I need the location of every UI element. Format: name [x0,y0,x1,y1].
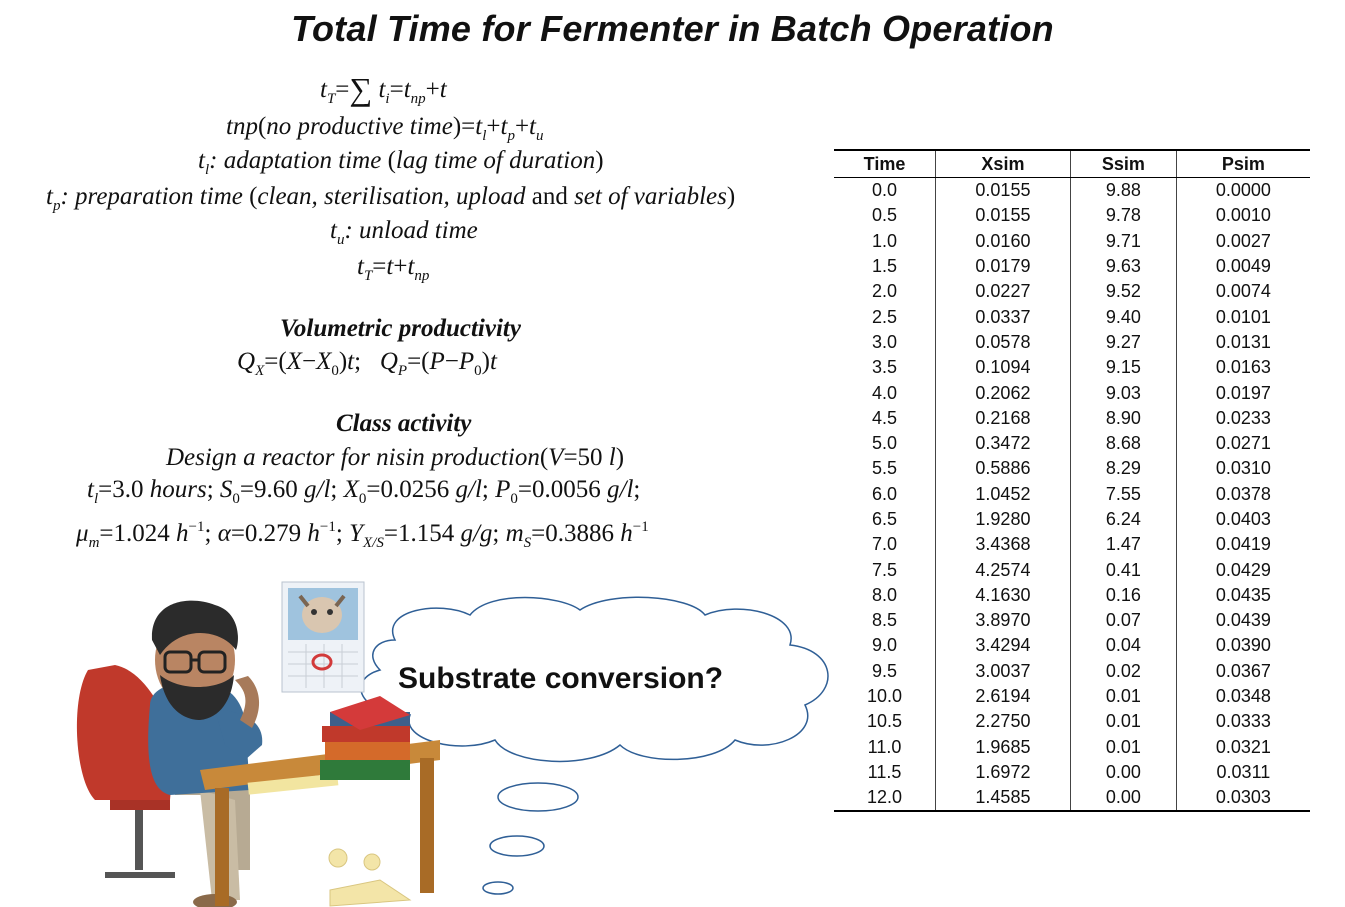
table-cell: 0.16 [1070,583,1176,608]
table-cell: 0.0439 [1176,608,1310,633]
class-activity-heading: Class activity [336,410,472,437]
equation-tl: $t_l$: adaptation time (lag time of duration) [198,147,604,178]
equation-total-time: $t_T=\sum$ $t_i=t_{np}+t$ [320,71,447,107]
table-cell: 0.0160 [936,229,1071,254]
table-cell: 0.41 [1070,557,1176,582]
table-cell: 0.07 [1070,608,1176,633]
header-time: Time [834,150,936,178]
table-row [834,456,1310,481]
student-avatar-icon [148,601,262,907]
table-cell: 2.0 [871,281,898,302]
table-cell: 0.0367 [1176,659,1310,684]
table-cell: 12.0 [834,785,936,811]
table-row [834,304,1310,329]
table-cell: 8.68 [1070,431,1176,456]
table-cell: 8.29 [1070,456,1176,481]
table-cell: 11.0 [867,736,902,757]
equation-total-time-2: $t_T=t+t_{np}$ [357,253,430,284]
table-cell: 0.0074 [1176,279,1310,304]
table-cell: 0.5886 [936,456,1071,481]
table-row [834,279,1310,304]
volumetric-formula: $Q_X=(X-X_0)t$; $Q_P=(P-P_0)t$ [237,348,497,379]
table-cell: 3.0 [871,331,898,352]
table-cell: 0.3472 [936,431,1071,456]
table-cell: 5.0 [871,433,898,454]
table-cell: 2.6194 [936,684,1071,709]
table-cell: 0.0303 [1176,785,1310,811]
table-cell: 0.0321 [1176,735,1310,760]
table-cell: 0.2168 [936,406,1071,431]
table-cell: 0.0271 [1176,431,1310,456]
table-cell: 3.4294 [936,633,1071,658]
slide-title: Total Time for Fermenter in Batch Operation [291,8,1054,49]
table-cell: 0.0227 [936,279,1071,304]
table-row [834,355,1310,380]
table-cell: 9.71 [1070,229,1176,254]
thought-bubble-text: Substrate conversion? [398,662,724,695]
table-cell: 0.0131 [1176,330,1310,355]
books-stack-icon [320,696,410,780]
table-cell: 1.6972 [936,760,1071,785]
table-header-row [834,150,1310,178]
table-cell: 10.5 [866,711,903,732]
table-cell: 8.5 [871,610,898,631]
table-cell: 0.0578 [936,330,1071,355]
table-cell: 7.55 [1070,482,1176,507]
table-cell: 0.1094 [936,355,1071,380]
table-cell: 0.0378 [1176,482,1310,507]
table-row [834,330,1310,355]
table-cell: 9.52 [1070,279,1176,304]
table-cell: 8.90 [1070,406,1176,431]
table-cell: 1.0452 [936,482,1071,507]
table-cell: 0.01 [1070,709,1176,734]
table-cell: 3.5 [871,357,898,378]
table-row [834,532,1310,557]
equation-tnp: tnp(no productive $time)=t_l+t_p+t_u$ [226,113,544,144]
table-cell: 0.0311 [1176,760,1310,785]
table-row [834,633,1310,658]
table-cell: 8.0 [871,584,898,605]
table-row [834,608,1310,633]
table-cell: 1.9280 [936,507,1071,532]
volumetric-heading: Volumetric productivity [280,315,521,342]
table-cell: 6.0 [871,483,898,504]
table-cell: 1.5 [871,256,898,277]
crumpled-paper-icon [329,849,410,906]
table-body [834,178,1310,812]
table-cell: 9.78 [1070,203,1176,228]
table-cell: 0.0390 [1176,633,1310,658]
table-cell: 9.88 [1070,178,1176,204]
table-row [834,507,1310,532]
simulation-table [834,149,1310,812]
table-cell: 0.01 [1070,735,1176,760]
table-row [834,785,1310,811]
table-cell: 0.5 [871,205,898,226]
table-cell: 6.5 [871,509,898,529]
table-cell: 0.01 [1070,684,1176,709]
table-cell: 0.0179 [936,254,1071,279]
table-cell: 4.1630 [936,583,1071,608]
table-cell: 0.0337 [936,304,1071,329]
table-row [834,583,1310,608]
table-cell: 2.5 [871,306,898,327]
table-cell: 1.0 [871,230,898,251]
table-cell: 4.5 [871,407,898,428]
table-row [834,178,1310,204]
activity-line-1: Design a reactor for nisin production(V=50 l) [166,444,625,471]
table-cell: 0.0027 [1176,229,1310,254]
table-row [834,735,1310,760]
table-cell: 10.0 [866,686,903,707]
table-row [834,431,1310,456]
table-cell: 0.0155 [936,203,1071,228]
table-cell: 0.0049 [1176,254,1310,279]
table-row [834,684,1310,709]
table-cell: 6.24 [1070,507,1176,532]
header-xsim: Xsim [936,150,1071,178]
table-cell: 0.0429 [1176,557,1310,582]
table-cell: 9.03 [1070,380,1176,405]
table-cell: 0.0333 [1176,709,1310,734]
table-cell: 5.5 [871,458,898,479]
table-cell: 0.0403 [1176,507,1310,532]
header-psim: Psim [1176,150,1310,178]
table-cell: 0.0435 [1176,583,1310,608]
equation-tp: $t_p$: preparation time (clean, sterilisation, upload and set of variables) [46,183,736,214]
table-cell: 0.0419 [1176,532,1310,557]
table-cell: 9.63 [1070,254,1176,279]
table-cell: 0.0233 [1176,406,1310,431]
table-cell: 0.2062 [936,380,1071,405]
table-cell: 11.5 [867,761,902,782]
equation-tu: $t_u$: unload time [330,217,478,248]
table-cell: 0.0155 [936,178,1071,204]
table-cell: 0.0000 [1176,178,1310,204]
table-row [834,229,1310,254]
table-cell: 1.9685 [936,735,1071,760]
calendar-picture-icon [282,582,364,692]
table-cell: 9.40 [1070,304,1176,329]
table-cell: 0.0163 [1176,355,1310,380]
table-cell: 0.00 [1070,785,1176,811]
table-cell: 0.04 [1070,633,1176,658]
table-row [834,203,1310,228]
table-row [834,659,1310,684]
activity-line-2: $t_l=3.0$ hours; $S_0=9.60$ g/l; $X_0=0.0256$ g/l; $P_0=0.0056$ g/l; [87,476,641,507]
table-row [834,760,1310,785]
header-ssim: Ssim [1070,150,1176,178]
table-row [834,482,1310,507]
activity-line-3: $\mu_m=1.024$ $h^{-1}$; α=0.279 $h^{-1}$; $Y_{X/S}=1.154$ g/g; $m_S=0.3886$ $h^{-1}$ [76,519,649,551]
table-cell: 7.0 [871,534,898,555]
table-cell: 3.0037 [936,659,1071,684]
table-cell: 0.00 [1070,760,1176,785]
table-cell: 9.0 [871,635,898,656]
table-cell: 9.15 [1070,355,1176,380]
table-row [834,406,1310,431]
table-cell: 2.2750 [936,709,1071,734]
table-cell: 9.27 [1070,330,1176,355]
table-row [834,709,1310,734]
table-cell: 1.47 [1070,532,1176,557]
table-row [834,254,1310,279]
table-cell: 0.0101 [1176,304,1310,329]
table-cell: 4.2574 [936,557,1071,582]
table-cell: 3.4368 [936,532,1071,557]
table-cell: 3.8970 [936,608,1071,633]
table-cell: 7.5 [871,559,898,580]
table-cell: 0.0197 [1176,380,1310,405]
table-cell: 0.0310 [1176,456,1310,481]
table-row [834,557,1310,582]
table-cell: 0.02 [1070,659,1176,684]
table-row [834,380,1310,405]
table-cell: 0.0010 [1176,203,1310,228]
table-cell: 0.0 [871,180,898,201]
table-cell: 1.4585 [936,785,1071,811]
table-cell: 0.0348 [1176,684,1310,709]
table-cell: 9.5 [871,660,898,681]
table-cell: 4.0 [871,382,898,403]
